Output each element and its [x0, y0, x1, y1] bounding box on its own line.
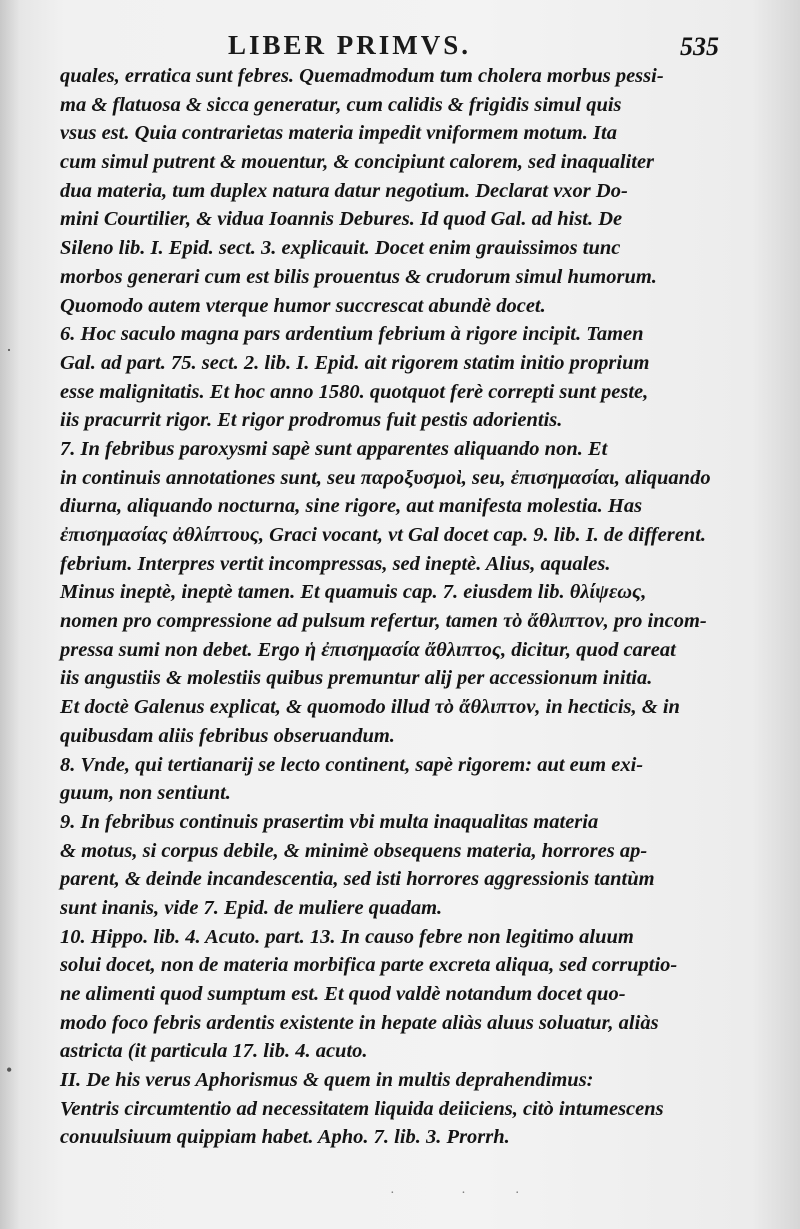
text-line: 7. In febribus paroxysmi sapè sunt apparentes aliquando non. Et	[60, 437, 608, 460]
page-number: 535	[680, 32, 719, 61]
text-line: febrium. Interpres vertit incompressas, sed ineptè. Alius, aquales.	[60, 552, 611, 575]
text-line: Gal. ad part. 75. sect. 2. lib. I. Epid. ait rigorem statim initio proprium	[60, 351, 650, 374]
text-line: Minus ineptè, ineptè tamen. Et quamuis cap. 7. eiusdem lib. θλίψεως,	[60, 581, 647, 604]
text-line: II. De his verus Aphorismus & quem in multis deprahendimus:	[60, 1069, 594, 1092]
text-line: 10. Hippo. lib. 4. Acuto. part. 13. In causo febre non legitimo aluum	[60, 925, 634, 948]
text-line: Sileno lib. I. Epid. sect. 3. explicauit. Docet enim grauissimos tunc	[60, 237, 621, 260]
text-line: conuulsiuum quippiam habet. Apho. 7. lib. 3. Prorrh.	[60, 1126, 510, 1149]
text-line: esse malignitatis. Et hoc anno 1580. quotquot ferè correpti sunt peste,	[60, 380, 649, 403]
text-line: & motus, si corpus debile, & minimè obsequens materia, horrores ap-	[60, 839, 648, 862]
text-line: sunt inanis, vide 7. Epid. de muliere quadam.	[60, 896, 443, 919]
text-line: modo foco febris ardentis existente in hepate aliàs aluus soluatur, aliàs	[60, 1011, 659, 1034]
text-line: Ventris circumtentio ad necessitatem liquida deiiciens, citò intumescens	[60, 1097, 664, 1120]
text-line: pressa sumi non debet. Ergo ἡ ἐπισημασία ἄθλιπτος, dicitur, quod careat	[60, 638, 676, 661]
margin-mark: ·	[6, 340, 12, 360]
text-line: parent, & deinde incandescentia, sed isti horrores aggressionis tantùm	[60, 868, 655, 891]
text-line: astricta (it particula 17. lib. 4. acuto.	[60, 1040, 368, 1063]
text-line: nomen pro compressione ad pulsum refertur, tamen τὸ ἄθλιπτον, pro incom-	[60, 610, 707, 633]
margin-mark: •	[6, 1060, 13, 1080]
running-head: LIBER PRIMVS.	[228, 30, 472, 60]
text-line: diurna, aliquando nocturna, sine rigore, aut manifesta molestia. Has	[60, 495, 643, 518]
text-line: dua materia, tum duplex natura datur negotium. Declarat vxor Do-	[60, 179, 628, 202]
text-line: 8. Vnde, qui tertianarij se lecto continent, sapè rigorem: aut eum exi-	[60, 753, 644, 776]
text-line: cum simul putrent & mouentur, & concipiunt calorem, sed inaqualiter	[60, 151, 655, 174]
text-line: Et doctè Galenus explicat, & quomodo illud τὸ ἄθλιπτον, in hecticis, & in	[60, 696, 680, 719]
text-line: ne alimenti quod sumptum est. Et quod valdè notandum docet quo-	[60, 983, 626, 1005]
text-line: guum, non sentiunt.	[60, 782, 231, 805]
text-line: 6. Hoc saculo magna pars ardentium febrium à rigore incipit. Tamen	[60, 323, 644, 346]
text-line: iis pracurrit rigor. Et rigor prodromus fuit pestis adorientis.	[60, 409, 563, 432]
text-line: 9. In febribus continuis prasertim vbi multa inaqualitas materia	[60, 810, 599, 833]
footer-marks: · · ·	[390, 1186, 520, 1201]
body-text	[60, 62, 710, 1152]
text-line: mini Courtilier, & vidua Ioannis Debures. Id quod Gal. ad hist. De	[60, 208, 623, 231]
text-line: iis angustiis & molestiis quibus premuntur alij per accessionum initia.	[60, 667, 653, 690]
text-line: morbos generari cum est bilis prouentus & crudorum simul humorum.	[60, 265, 657, 288]
text-line: ma & flatuosa & sicca generatur, cum calidis & frigidis simul quis	[60, 93, 622, 116]
text-line: in continuis annotationes sunt, seu παροξυσμοὶ, seu, ἐπισημασίαι, aliquando	[60, 466, 711, 489]
text-line: Quomodo autem vterque humor succrescat abundè docet.	[60, 294, 546, 317]
text-line: quales, erratica sunt febres. Quemadmodum tum cholera morbus pessi-	[60, 65, 664, 87]
text-line: ἐπισημασίας ἀθλίπτους, Graci vocant, vt Gal docet cap. 9. lib. I. de different.	[60, 524, 707, 546]
text-line: quibusdam aliis febribus obseruandum.	[60, 724, 395, 747]
text-line: vsus est. Quia contrarietas materia impedit vniformem motum. Ita	[60, 122, 617, 145]
text-line: solui docet, non de materia morbifica parte excreta aliqua, sed corruptio-	[60, 954, 678, 977]
